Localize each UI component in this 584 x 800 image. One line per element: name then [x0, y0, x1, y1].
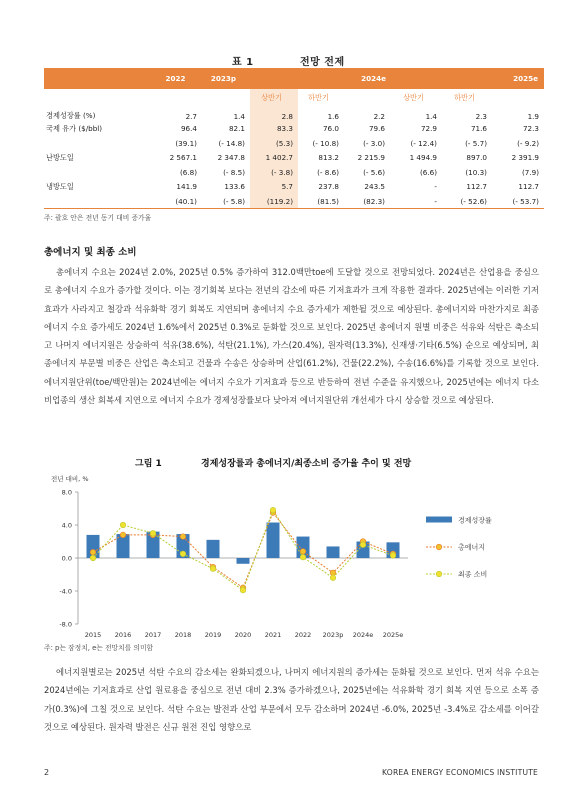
y-tick-label: -8.0: [59, 620, 72, 629]
table-cell: 2.3: [475, 111, 487, 121]
table-cell: (- 12.4): [410, 138, 437, 148]
data-point: [180, 534, 186, 540]
table-cell: 83.3: [250, 122, 298, 137]
table-cell: (- 3.0): [363, 138, 385, 148]
y-tick-label: 4.0: [61, 521, 72, 530]
table-cell: 2 215.9: [357, 153, 385, 163]
table-cell: (7.9): [521, 167, 539, 177]
header-half: 상반기: [390, 89, 442, 107]
series-line: [93, 510, 393, 590]
data-point: [120, 522, 126, 528]
x-tick-label: 2020: [234, 631, 252, 639]
table-cell: (- 53.7): [492, 194, 544, 209]
table-row: [44, 180, 544, 195]
data-point: [180, 551, 186, 557]
table-cell: 76.0: [322, 124, 339, 134]
header-year: 2023p: [202, 68, 250, 89]
legend-swatch-marker: [436, 571, 442, 577]
table-row: [44, 136, 544, 151]
x-tick-label: 2015: [84, 631, 102, 639]
legend-label: 최종 소비: [458, 570, 488, 579]
x-tick-label: 2019: [204, 631, 222, 639]
table-cell: -: [434, 182, 437, 192]
data-point: [300, 554, 306, 560]
table-cell: 1.4: [425, 111, 437, 121]
table-cell: 1.4: [233, 111, 245, 121]
table-cell: 1.6: [327, 111, 339, 121]
y-tick-label: -4.0: [59, 587, 72, 596]
forecast-assumptions-table: [44, 68, 544, 209]
page-number: 2: [44, 768, 50, 777]
table-cell: 141.9: [176, 182, 197, 192]
x-tick-label: 2018: [174, 631, 192, 639]
table-cell: (- 5.7): [465, 138, 487, 148]
table-cell: (6.6): [419, 167, 437, 177]
table-cell: 2.7: [185, 111, 197, 121]
header-half: 상반기: [250, 89, 298, 107]
figure-unit: 전년 대비, %: [51, 475, 89, 483]
table-cell: (119.2): [250, 194, 298, 209]
table-cell: 112.7: [466, 182, 487, 192]
table-cell: 243.5: [364, 182, 385, 192]
table-cell: (- 8.6): [317, 167, 339, 177]
row-label: 냉방도일: [46, 181, 74, 191]
table-cell: (5.3): [250, 136, 298, 151]
table-cell: (- 5.8): [202, 194, 250, 209]
header-half: 하반기: [298, 89, 344, 107]
growth-rate-chart: [44, 482, 544, 642]
data-point: [330, 575, 336, 581]
table-row: [44, 165, 544, 180]
table-body: [44, 107, 544, 209]
header-year: 2025e: [390, 68, 544, 89]
bar: [207, 540, 220, 558]
table-cell: 813.2: [318, 153, 339, 163]
table-cell: 71.6: [470, 124, 487, 134]
table-cell: 72.3: [522, 124, 539, 134]
table-cell: (- 14.8): [218, 138, 245, 148]
header-year: 2024e: [250, 68, 390, 89]
bar: [327, 546, 340, 558]
data-point: [270, 507, 276, 513]
y-tick-label: 8.0: [61, 488, 72, 497]
table-cell: 237.8: [318, 182, 339, 192]
table-cell: 133.6: [224, 182, 245, 192]
data-point: [150, 530, 156, 536]
table-cell: (40.1): [154, 194, 202, 209]
institute-name: KOREA ENERGY ECONOMICS INSTITUTE: [382, 768, 539, 777]
row-label: 난방도일: [46, 152, 74, 162]
table-number: 표 1: [232, 57, 254, 68]
row-label: 국제 유가 ($/bbl): [46, 123, 103, 133]
table-cell: 2 567.1: [169, 153, 197, 163]
section-title: 총에너지 및 최종 소비: [44, 247, 137, 258]
table-cell: 72.9: [420, 124, 437, 134]
table-cell: 112.7: [518, 182, 539, 192]
figure-number: 그림 1: [135, 459, 162, 469]
data-point: [390, 553, 396, 559]
table-header-halves: [44, 89, 544, 107]
x-tick-label: 2022: [294, 631, 312, 639]
table-title: 전망 전제: [300, 57, 345, 68]
table-cell: (- 8.5): [223, 167, 245, 177]
bar: [237, 558, 250, 564]
table-cell: 79.6: [368, 124, 385, 134]
table-row: [44, 194, 544, 209]
header-year: 2022: [154, 68, 202, 89]
table-cell: (81.5): [298, 194, 344, 209]
table-row: [44, 151, 544, 166]
x-tick-label: 2021: [264, 631, 282, 639]
legend-swatch-marker: [436, 544, 442, 550]
x-tick-label: 2016: [114, 631, 132, 639]
paragraph-text: 에너지원별로는 2025년 석탄 수요의 감소세는 완화되겠으나, 나머지 에너지원의 증가세는 둔화될 것으로 보인다. 먼저 석유 수요는 2024년에는 기저효과로 산업 원료용을 중심으로 전년 대비 2.3% 증가하겠으나, 2025년에는 석유화학 경기 회복 지연 등으로 소폭 증가(0.3%)에 그칠 것으로 보인다. 석탄 수요는 발전과 산업 부문에서 모두 감소하며 2024년 -6.0%, 2025년 -3.4%로 감소세를 이어갈 것으로 예상된다. 원자력 발전은 신규 원전 진입 영향으로: [44, 667, 539, 732]
row-label: [44, 165, 154, 180]
x-tick-label: 2023p: [322, 631, 344, 639]
table-cell: 2 347.8: [217, 153, 245, 163]
table-note: 주: 괄호 안은 전년 동기 대비 증가율: [44, 214, 152, 222]
table-cell: (6.8): [179, 167, 197, 177]
table-cell: 1 494.9: [409, 153, 437, 163]
figure-title: 경제성장률과 총에너지/최종소비 증가율 추이 및 전망: [201, 459, 412, 469]
row-label: [44, 194, 154, 209]
table-cell: 82.1: [228, 124, 245, 134]
data-point: [120, 532, 126, 538]
data-point: [90, 555, 96, 561]
header-half: 하반기: [442, 89, 492, 107]
table-cell: 2.8: [250, 107, 298, 122]
row-label: [44, 136, 154, 151]
table-cell: (- 10.8): [312, 138, 339, 148]
data-point: [360, 542, 366, 548]
table-row: [44, 122, 544, 137]
table-cell: 2.2: [373, 111, 385, 121]
table-cell: -: [390, 194, 442, 209]
figure-note: 주: p는 잠정치, e는 전망치를 의미함: [44, 644, 154, 652]
table-cell: 897.0: [466, 153, 487, 163]
table-cell: (82.3): [344, 194, 390, 209]
x-tick-label: 2024e: [352, 631, 374, 639]
table-cell: (- 9.2): [517, 138, 539, 148]
data-point: [240, 587, 246, 593]
table-cell: (- 52.6): [442, 194, 492, 209]
x-tick-label: 2025e: [382, 631, 404, 639]
data-point: [90, 549, 96, 555]
data-point: [210, 566, 216, 572]
legend-label: 경제성장률: [458, 516, 492, 525]
bar: [267, 523, 280, 558]
table-cell: 5.7: [250, 180, 298, 195]
series-line: [93, 513, 393, 588]
x-tick-label: 2017: [144, 631, 162, 639]
table-cell: (39.1): [175, 138, 197, 148]
legend-label: 총에너지: [458, 543, 486, 552]
table-cell: (10.3): [465, 167, 487, 177]
table-cell: (- 5.6): [363, 167, 385, 177]
table-cell: 1 402.7: [250, 151, 298, 166]
row-label: 경제성장률 (%): [46, 111, 96, 121]
table-row: [44, 107, 544, 122]
paragraph-text: 총에너지 수요는 2024년 2.0%, 2025년 0.5% 증가하여 312.0백만toe에 도달할 것으로 전망되었다. 2024년은 산업용을 중심으로 총에너지 수요가 증가할 것이다. 이는 경기회복 보다는 전년의 감소에 따른 기저효과가 크게 작용한 결과다. 2025년에는 이러한 기저효과가 사라지고 철강과 석유화학 경기 회복도 지연되며 총에너지 수요 증가세가 제한될 것으로 예상된다. 총에너지와 마찬가지로 최종에너지 수요 증가세도 2024년 1.6%에서 2025년 0.3%로 둔화할 것으로 보인다. 2025년 총에너지 원별 비중은 석유와 석탄은 축소되고 나머지 에너지원은 상승하여 석유(38.6%), 석탄(21.1%), 가스(20.4%), 원자력(13.3%), 신재생·기타(6.5%) 순으로 예상되며, 최종에너지 부문별 비중은 산업은 축소되고 건물과 수송은 상승하며 산업(61.2%), 건물(22.2%), 수송(16.6%)를 기록할 것으로 보인다. 에너지원단위(toe/백만원)는 2024년에는 에너지 수요가 기저효과 등으로 반등하여 전년 수준을 유지했으나, 2025년에는 에너지 다소비업종의 생산 회복세 지연으로 에너지 수요가 경제성장률보다 낮아져 에너지원단위 개선세가 다시 상승할 것으로 예상된다.: [44, 267, 539, 406]
paragraph: [44, 663, 539, 736]
table-cell: 2 391.9: [511, 153, 539, 163]
table-cell: (- 3.8): [250, 165, 298, 180]
y-tick-label: 0.0: [61, 554, 72, 563]
table-cell: 1.9: [527, 111, 539, 121]
legend-swatch-bar: [426, 517, 452, 523]
table-cell: 96.4: [180, 124, 197, 134]
table-header-years: [44, 68, 544, 89]
paragraph: [44, 263, 539, 409]
